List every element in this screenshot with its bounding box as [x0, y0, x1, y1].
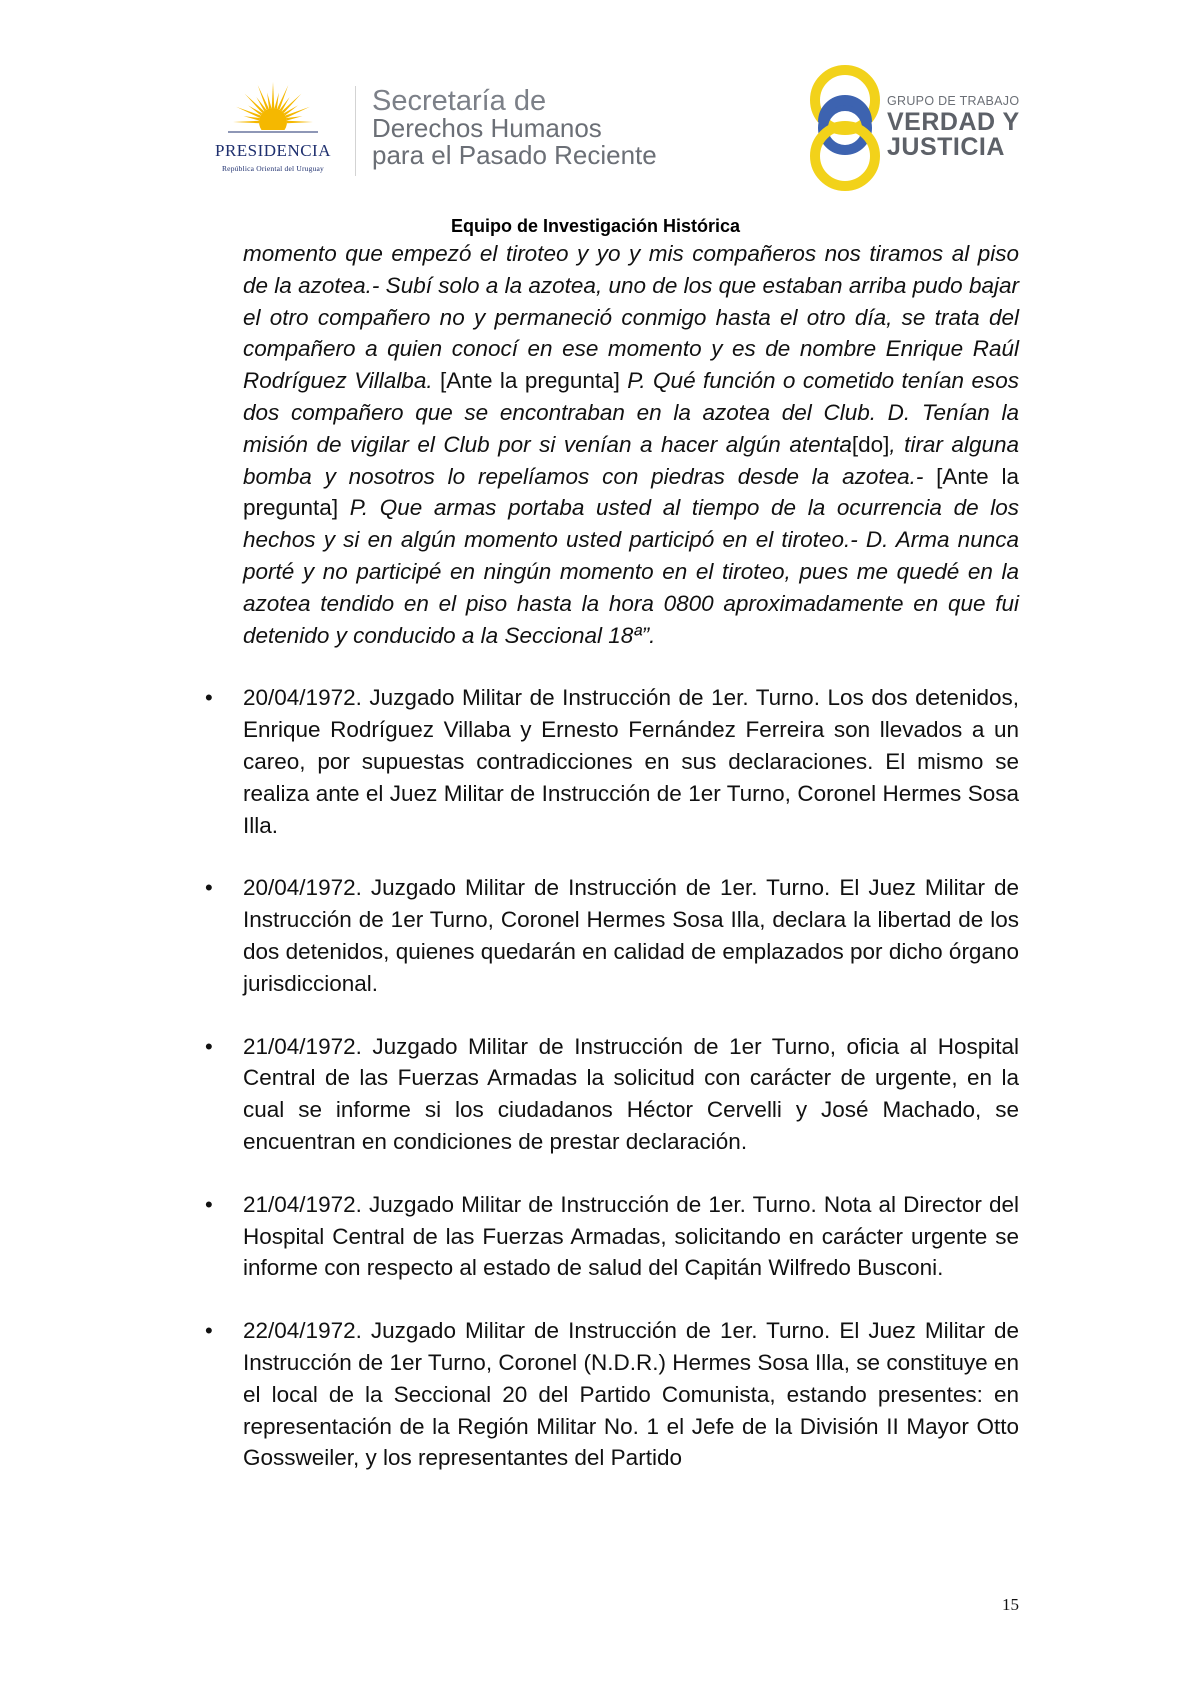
presidencia-subtitle: República Oriental del Uruguay: [221, 164, 324, 173]
header-divider: [355, 86, 356, 176]
bullet-icon: •: [205, 1191, 213, 1217]
testimony-quote: [243, 238, 1019, 651]
interviewer-note-1: [Ante la pregunta]: [432, 368, 628, 394]
secretaria-line-2: Derechos Humanos: [372, 113, 602, 143]
chronology-entry: [205, 872, 1019, 999]
entry-text: 21/04/1972. Juzgado Militar de Instrucción de 1er. Turno. Nota al Director del Hospital Central de las Fuerzas Armadas, solicitando en carácter urgente se informe con respecto al estado de salud del Capitán Wilfredo Busconi.: [243, 1191, 1019, 1281]
chronology-entry: [205, 1315, 1019, 1474]
entry-text: 22/04/1972. Juzgado Militar de Instrucción de 1er. Turno. El Juez Militar de Instrucción de 1er Turno, Coronel (N.D.R.) Hermes Sosa Illa, se constituye en el local de la Seccional 20 del Partido Comunista, estando presentes: en representación de la Región Militar No. 1 el Jefe de la División II Mayor Otto Gossweiler, y los representantes del Partido: [243, 1318, 1019, 1471]
quote-part-3: , tirar alguna bomba y nosotros lo repelíamos con piedras desde la azotea.-: [243, 431, 1019, 489]
presidencia-name: PRESIDENCIA: [214, 141, 331, 160]
grupo-trabajo-label: GRUPO DE TRABAJO: [887, 94, 1020, 108]
document-body: [205, 238, 1019, 1474]
sun-ray: [272, 82, 275, 108]
team-title: Equipo de Investigación Histórica: [450, 216, 741, 236]
entry-text: 20/04/1972. Juzgado Militar de Instrucción de 1er. Turno. Los dos detenidos, Enrique Rodríguez Villaba y Ernesto Fernández Ferreira son llevados a un careo, por supuestas contradicciones en sus declaraciones. El mismo se realiza ante el Juez Militar de Instrucción de 1er Turno, Coronel Hermes Sosa Illa.: [243, 685, 1019, 838]
chronology-entry: [205, 1189, 1019, 1284]
interviewer-note-2: [Ante la pregunta]: [243, 463, 1019, 521]
justicia-label: JUSTICIA: [887, 133, 1005, 161]
secretaria-line-1: Secretaría de: [372, 85, 547, 117]
sun-ray: [244, 116, 260, 120]
quote-part-4: P. Que armas portaba usted al tiempo de la ocurrencia de los hechos y si en algún momento usted participó en el tiroteo.- D. Arma nunca porté y no participé en ningún momento en el tiroteo, pues me quedé en la azotea tendido en el piso hasta la hora 0800 aproximadamente en que fui detenido y conducido a la Seccional 18ª”.: [243, 495, 1019, 648]
secretaria-line-3: para el Pasado Reciente: [372, 140, 657, 170]
linked-rings-icon: [805, 62, 885, 192]
sun-ray: [286, 116, 302, 120]
secretaria-title: [372, 85, 702, 170]
quote-part-2: P. Qué función o cometido tenían esos dos compañero que se encontraban en la azotea del Club. D. Tenían la misión de vigilar el Club por si venían a hacer algún atenta: [243, 368, 1019, 457]
bullet-icon: •: [205, 1318, 213, 1344]
presidencia-logo: [198, 80, 348, 180]
page-number: 15: [1002, 1595, 1019, 1614]
entry-text: 21/04/1972. Juzgado Militar de Instrucción de 1er Turno, oficia al Hospital Central de las Fuerzas Armadas la solicitud con carácter de urgente, en la cual se informe si los ciudadanos Héctor Cervelli y José Machado, se encuentran en condiciones de prestar declaración.: [243, 1033, 1019, 1154]
bullet-icon: •: [205, 875, 213, 901]
entry-text: 20/04/1972. Juzgado Militar de Instrucción de 1er. Turno. El Juez Militar de Instrucción de 1er Turno, Coronel Hermes Sosa Illa, declara la libertad de los dos detenidos, quienes quedarán en calidad de emplazados por dicho órgano jurisdiccional.: [243, 875, 1019, 996]
sun-emblem-icon: [228, 80, 318, 142]
bullet-icon: •: [205, 685, 213, 711]
verdad-justicia-logo: [805, 62, 1025, 192]
editorial-insertion: [do]: [851, 431, 890, 457]
verdad-label: VERDAD Y: [887, 108, 1020, 136]
sun-ray: [274, 93, 278, 109]
sun-ray: [233, 121, 259, 124]
quote-part-1: momento que empezó el tiroteo y yo y mis compañeros nos tiramos al piso de la azotea.- Subí solo a la azotea, uno de los que estaban arriba pudo bajar el otro compañero no y permaneció conmigo hasta el otro día, se trata del compañero a quien conocí en ese momento y es de nombre Enrique Raúl Rodríguez Villalba.: [243, 241, 1019, 394]
sun-ray: [287, 121, 313, 124]
bullet-icon: •: [205, 1033, 213, 1059]
chronology-entry: [205, 1031, 1019, 1158]
chronology-entry: [205, 682, 1019, 841]
sun-ray: [267, 93, 271, 109]
